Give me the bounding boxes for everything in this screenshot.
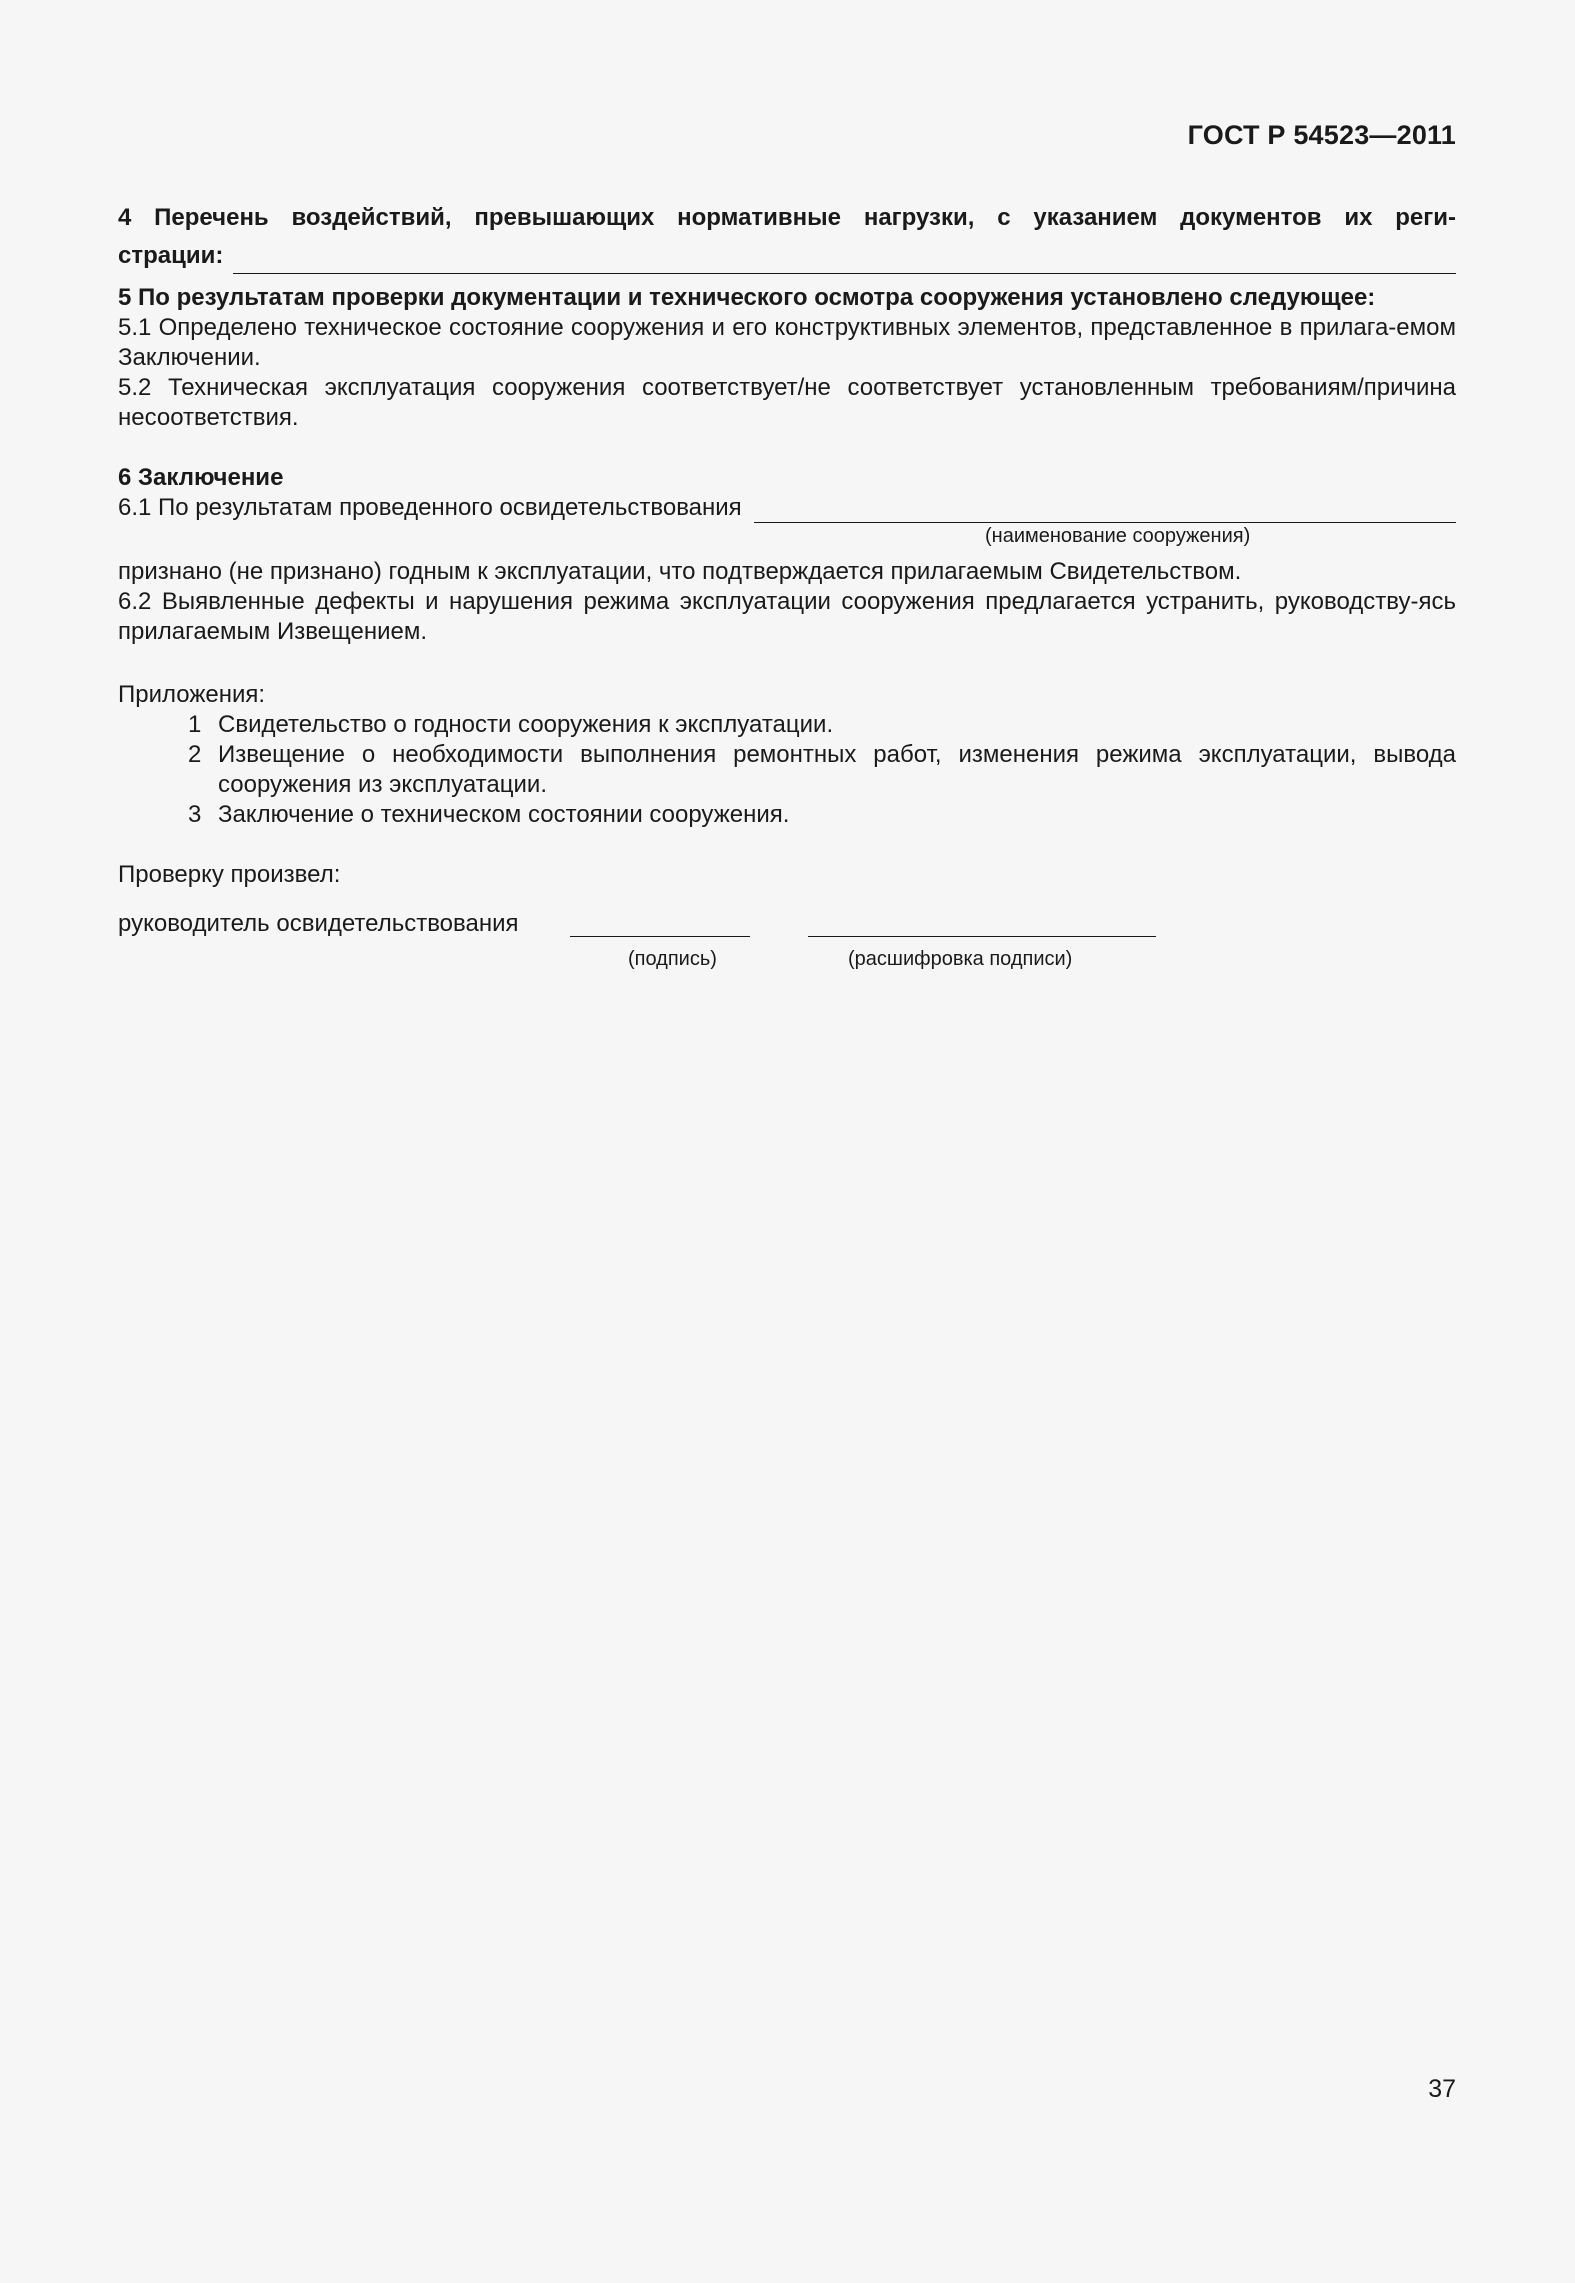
document-code: ГОСТ Р 54523—2011 [1187,120,1456,150]
paragraph-6-1-start: 6.1 По результатам проведенного освидетельствования [118,494,742,521]
paragraph-6-2: 6.2 Выявленные дефекты и нарушения режима эксплуатации сооружения предлагается устранить, руководству-ясь прилагаемым Извещением. [118,588,1456,645]
appendix-number: 2 [188,741,202,768]
document-page [118,0,1456,2283]
appendices [118,680,1456,830]
appendix-text: Извещение о необходимости выполнения ремонтных работ, изменения режима эксплуатации, вывода сооружения из эксплуатации. [218,741,1456,798]
inspection-title: Проверку произвел: [118,861,341,888]
signature-caption: (подпись) [628,948,717,970]
appendix-item [118,740,1456,800]
section-5-title: 5 По результатам проверки документации и технического осмотра сооружения установлено следующее: [118,284,1376,311]
section-4-title-line1: 4 Перечень воздействий, превышающих нормативные нагрузки, с указанием документов их реги- [118,204,1456,231]
registration-fill-line [233,245,1456,274]
signature-decoding-fill-line [808,936,1156,937]
appendix-text: Заключение о техническом состоянии сооружения. [218,801,790,828]
signature-captions [118,942,1456,972]
signature-row [118,910,1456,942]
structure-name-caption-row [118,523,1456,557]
structure-name-fill-line [754,496,1456,523]
appendix-number: 1 [188,711,202,738]
signature-decoding-caption: (расшифровка подписи) [848,948,1073,970]
role-label: руководитель освидетельствования [118,910,519,937]
section-6-title: 6 Заключение [118,464,284,491]
appendix-item [118,800,1456,830]
signature-fill-line [570,936,750,937]
paragraph-5-2: 5.2 Техническая эксплуатация сооружения соответствует/не соответствует установленным требованиям/причина несоответствия. [118,374,1456,431]
section-6 [118,463,1456,647]
appendix-item [118,710,1456,740]
section-4-title-end: страции: [118,242,224,269]
appendix-text: Свидетельство о годности сооружения к эксплуатации. [218,711,834,738]
page-number: 37 [1428,2075,1456,2103]
section-4-title-line2 [118,238,1456,274]
appendices-title: Приложения: [118,681,266,708]
appendix-number: 3 [188,801,202,828]
inspection-signature-block [118,860,1456,972]
paragraph-6-1-row [118,493,1456,523]
section-4 [118,200,1456,274]
structure-name-caption: (наименование сооружения) [985,525,1251,547]
paragraph-5-1: 5.1 Определено техническое состояние сооружения и его конструктивных элементов, представленное в прилага-емом Заключении. [118,314,1456,371]
section-5 [118,283,1456,433]
paragraph-6-1-end: признано (не признано) годным к эксплуатации, что подтверждается прилагаемым Свидетельством. [118,558,1242,585]
